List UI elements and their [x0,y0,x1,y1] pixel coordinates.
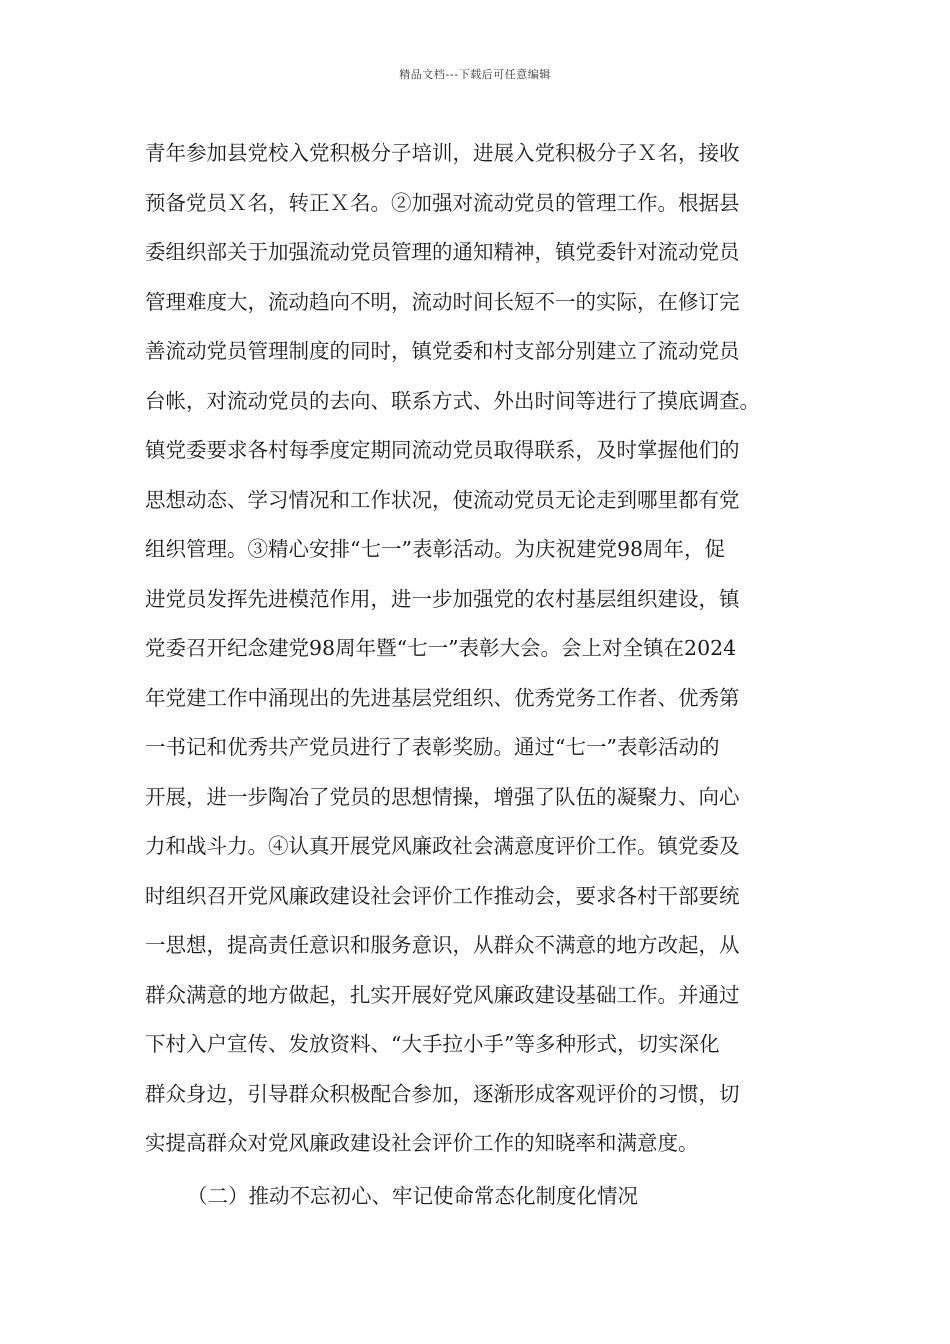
section-heading: （二）推动不忘初心、牢记使命常态化制度化情况 [187,1184,638,1208]
text-line: 下村入户宣传、发放资料、“大手拉小手”等多种形式，切实深化 [145,1032,720,1056]
text-line: 实提高群众对党风廉政建设社会评价工作的知晓率和满意度。 [145,1131,699,1155]
text-line: 思想动态、学习情况和工作状况，使流动党员无论走到哪里都有党 [145,487,740,512]
page-header: 精品文档---下载后可任意编辑 [399,68,551,81]
text-line: 进党员发挥先进模范作用，进一步加强党的农村基层组织建设，镇 [145,586,740,611]
text-line: 年党建工作中涌现出的先进基层党组织、优秀党务工作者、优秀第 [145,685,740,710]
text-line: 管理难度大，流动趋向不明，流动时间长短不一的实际，在修订完 [145,289,740,314]
text-line: 预备党员Ｘ名，转正Ｘ名。②加强对流动党员的管理工作。根据县 [145,190,740,215]
body-paragraph [145,129,810,1169]
text-line: 一书记和优秀共产党员进行了表彰奖励。通过“七一”表彰活动的 [145,735,720,759]
text-line: 一思想，提高责任意识和服务意识，从群众不满意的地方改起，从 [145,933,740,957]
text-line: 时组织召开党风廉政建设社会评价工作推动会，要求各村干部要统 [145,883,740,908]
text-line: 青年参加县党校入党积极分子培训，进展入党积极分子Ｘ名，接收 [145,141,740,165]
text-line: 群众满意的地方做起，扎实开展好党风廉政建设基础工作。并通过 [145,982,740,1007]
text-line: 群众身边，引导群众积极配合参加，逐渐形成客观评价的习惯，切 [145,1081,740,1106]
text-line: 组织管理。③精心安排“七一”表彰活动。为庆祝建党98周年，促 [145,537,726,561]
text-line: 党委召开纪念建党98周年暨“七一”表彰大会。会上对全镇在2024 [145,636,737,660]
text-line: 台帐，对流动党员的去向、联系方式、外出时间等进行了摸底调查。 [145,388,760,413]
text-line: 力和战斗力。④认真开展党风廉政社会满意度评价工作。镇党委及 [145,834,740,858]
text-line: 委组织部关于加强流动党员管理的通知精神，镇党委针对流动党员 [145,240,740,264]
text-line: 善流动党员管理制度的同时，镇党委和村支部分别建立了流动党员 [145,339,740,363]
text-line: 开展，进一步陶冶了党员的思想情操，增强了队伍的凝聚力、向心 [145,784,740,809]
text-line: 镇党委要求各村每季度定期同流动党员取得联系，及时掌握他们的 [145,438,740,462]
